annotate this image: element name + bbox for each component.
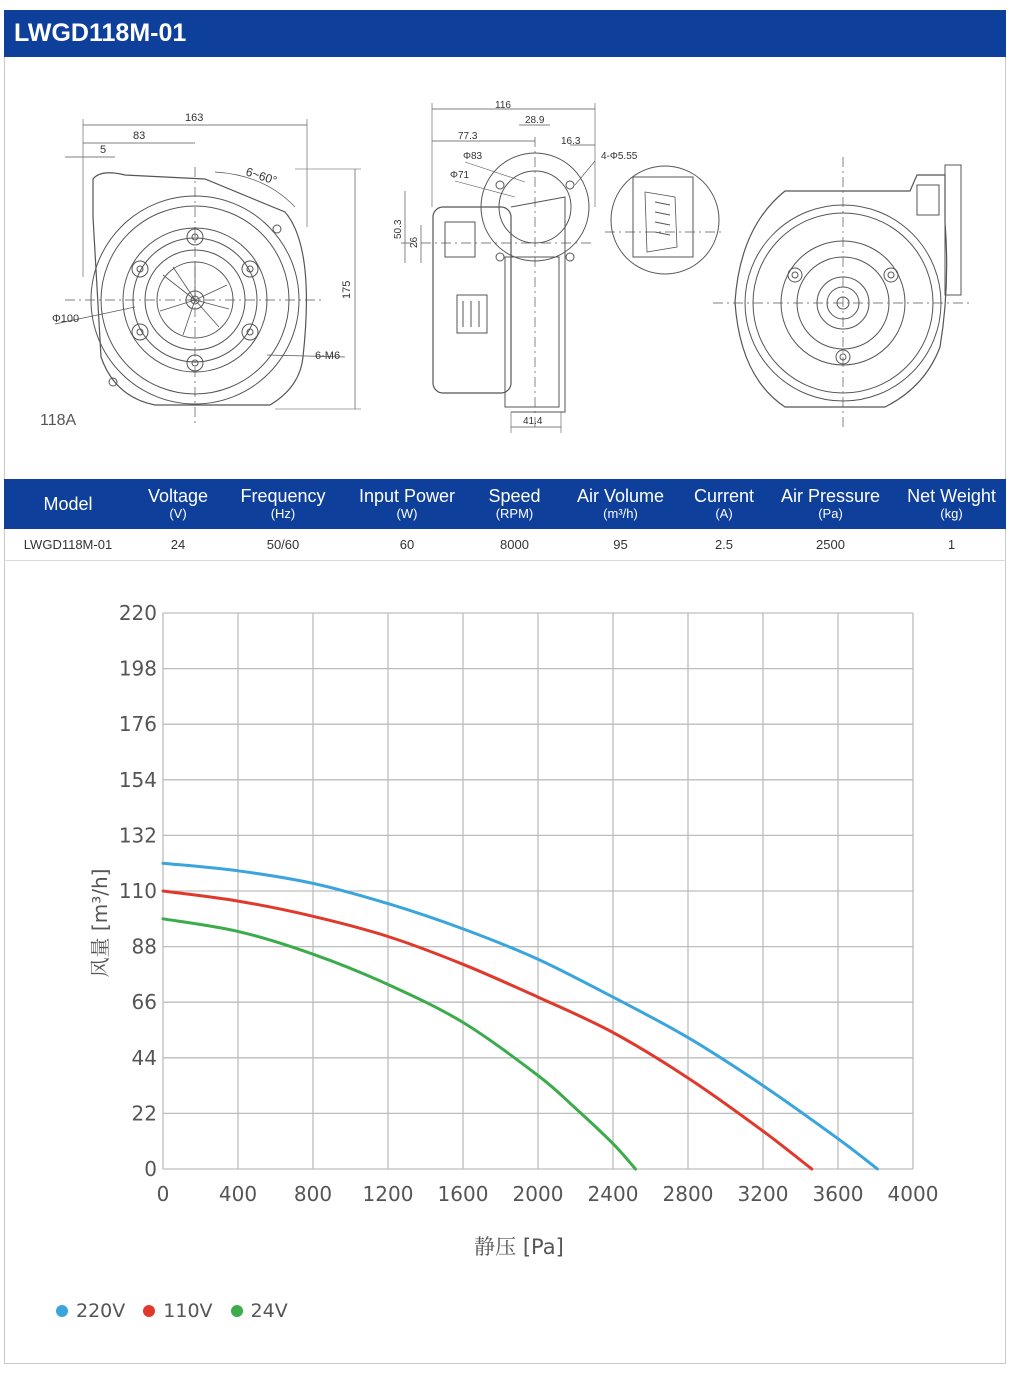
series-line-110v bbox=[163, 891, 812, 1169]
dim-50-3: 50.3 bbox=[393, 219, 404, 239]
dim-16-3: 16.3 bbox=[561, 136, 581, 147]
series-line-220v bbox=[163, 863, 877, 1169]
model-drawing-label: 118A bbox=[40, 412, 77, 429]
chart-series bbox=[163, 863, 877, 1169]
header-air-volume: Air Volume (m³/h) bbox=[557, 479, 684, 529]
header-model: Model bbox=[4, 479, 132, 529]
y-tick-label: 154 bbox=[118, 767, 157, 792]
dim-163: 163 bbox=[185, 112, 204, 124]
dim-phi83: Φ83 bbox=[463, 151, 483, 162]
dim-6-m6: 6-M6 bbox=[315, 350, 341, 362]
legend-item-24v bbox=[231, 1300, 288, 1322]
dim-28-9: 28.9 bbox=[525, 115, 545, 126]
y-tick-label: 110 bbox=[118, 879, 157, 903]
dim-83: 83 bbox=[133, 130, 146, 142]
dim-26: 26 bbox=[409, 236, 420, 248]
x-tick-label: 2400 bbox=[587, 1182, 639, 1206]
dim-angle: 6~60° bbox=[244, 164, 279, 188]
x-tick-label: 2800 bbox=[662, 1182, 714, 1206]
y-tick-label: 0 bbox=[144, 1157, 157, 1181]
x-tick-label: 3200 bbox=[737, 1182, 789, 1206]
y-axis-label: 风量 [m³/h] bbox=[88, 868, 112, 978]
legend-label: 24V bbox=[250, 1300, 288, 1322]
cell-frequency: 50/60 bbox=[224, 529, 342, 560]
dim-41-4: 41.4 bbox=[523, 416, 543, 427]
y-tick-label: 88 bbox=[131, 934, 157, 959]
y-tick-label: 66 bbox=[131, 990, 157, 1015]
dim-175: 175 bbox=[341, 280, 353, 299]
series-line-24v bbox=[163, 919, 636, 1169]
back-view-drawing bbox=[713, 157, 973, 429]
header-net-weight: Net Weight (kg) bbox=[897, 479, 1006, 529]
header-air-pressure: Air Pressure (Pa) bbox=[764, 479, 897, 529]
cell-speed: 8000 bbox=[472, 529, 557, 560]
x-tick-label: 800 bbox=[293, 1182, 333, 1206]
legend-dot-icon bbox=[143, 1305, 155, 1317]
dim-phi71: Φ71 bbox=[450, 170, 470, 181]
spec-data-row bbox=[4, 529, 1006, 560]
cell-air-pressure: 2500 bbox=[764, 529, 897, 560]
legend-label: 220V bbox=[76, 1300, 126, 1322]
x-tick-label: 4000 bbox=[887, 1182, 939, 1206]
header-speed: Speed (RPM) bbox=[472, 479, 557, 529]
dim-77-3: 77.3 bbox=[458, 131, 478, 142]
technical-drawings bbox=[5, 57, 1005, 479]
performance-chart bbox=[5, 561, 1005, 1363]
dim-5: 5 bbox=[100, 144, 107, 156]
dim-4-phi5-55: 4-Φ5.55 bbox=[601, 151, 638, 162]
dim-116: 116 bbox=[495, 100, 511, 111]
legend-item-220v bbox=[56, 1300, 125, 1322]
header-frequency: Frequency (Hz) bbox=[224, 479, 342, 529]
x-tick-label: 1600 bbox=[437, 1182, 489, 1206]
side-view-drawing bbox=[401, 103, 725, 433]
legend-dot-icon bbox=[231, 1305, 243, 1317]
header-voltage: Voltage (V) bbox=[132, 479, 224, 529]
y-tick-label: 220 bbox=[118, 601, 157, 625]
y-tick-label: 22 bbox=[131, 1101, 157, 1126]
legend-item-110v bbox=[143, 1300, 212, 1322]
chart-legend bbox=[56, 1297, 306, 1325]
x-tick-label: 2000 bbox=[512, 1182, 564, 1206]
cell-net-weight: 1 bbox=[897, 529, 1006, 560]
front-view-drawing bbox=[55, 119, 361, 427]
cell-input-power: 60 bbox=[342, 529, 472, 560]
chart-ticks bbox=[119, 601, 939, 1206]
x-tick-label: 3600 bbox=[812, 1182, 864, 1206]
spec-table bbox=[4, 479, 1006, 561]
cell-model: LWGD118M-01 bbox=[4, 529, 132, 560]
page-title: LWGD118M-01 bbox=[4, 10, 1006, 57]
x-tick-label: 0 bbox=[156, 1182, 170, 1206]
chart-grid bbox=[163, 613, 913, 1169]
x-axis-label: 静压 [Pa] bbox=[474, 1235, 564, 1259]
spec-header-row bbox=[4, 479, 1006, 529]
header-current: Current (A) bbox=[684, 479, 764, 529]
y-tick-label: 198 bbox=[118, 656, 157, 681]
dim-phi100: Φ100 bbox=[52, 313, 80, 325]
x-tick-label: 1200 bbox=[362, 1182, 414, 1206]
x-tick-label: 400 bbox=[218, 1182, 258, 1206]
legend-label: 110V bbox=[163, 1300, 213, 1322]
header-input-power: Input Power (W) bbox=[342, 479, 472, 529]
cell-voltage: 24 bbox=[132, 529, 224, 560]
y-tick-label: 132 bbox=[118, 823, 157, 848]
y-tick-label: 176 bbox=[118, 712, 157, 737]
cell-air-volume: 95 bbox=[557, 529, 684, 560]
legend-dot-icon bbox=[56, 1305, 68, 1317]
y-tick-label: 44 bbox=[131, 1045, 157, 1070]
cell-current: 2.5 bbox=[684, 529, 764, 560]
